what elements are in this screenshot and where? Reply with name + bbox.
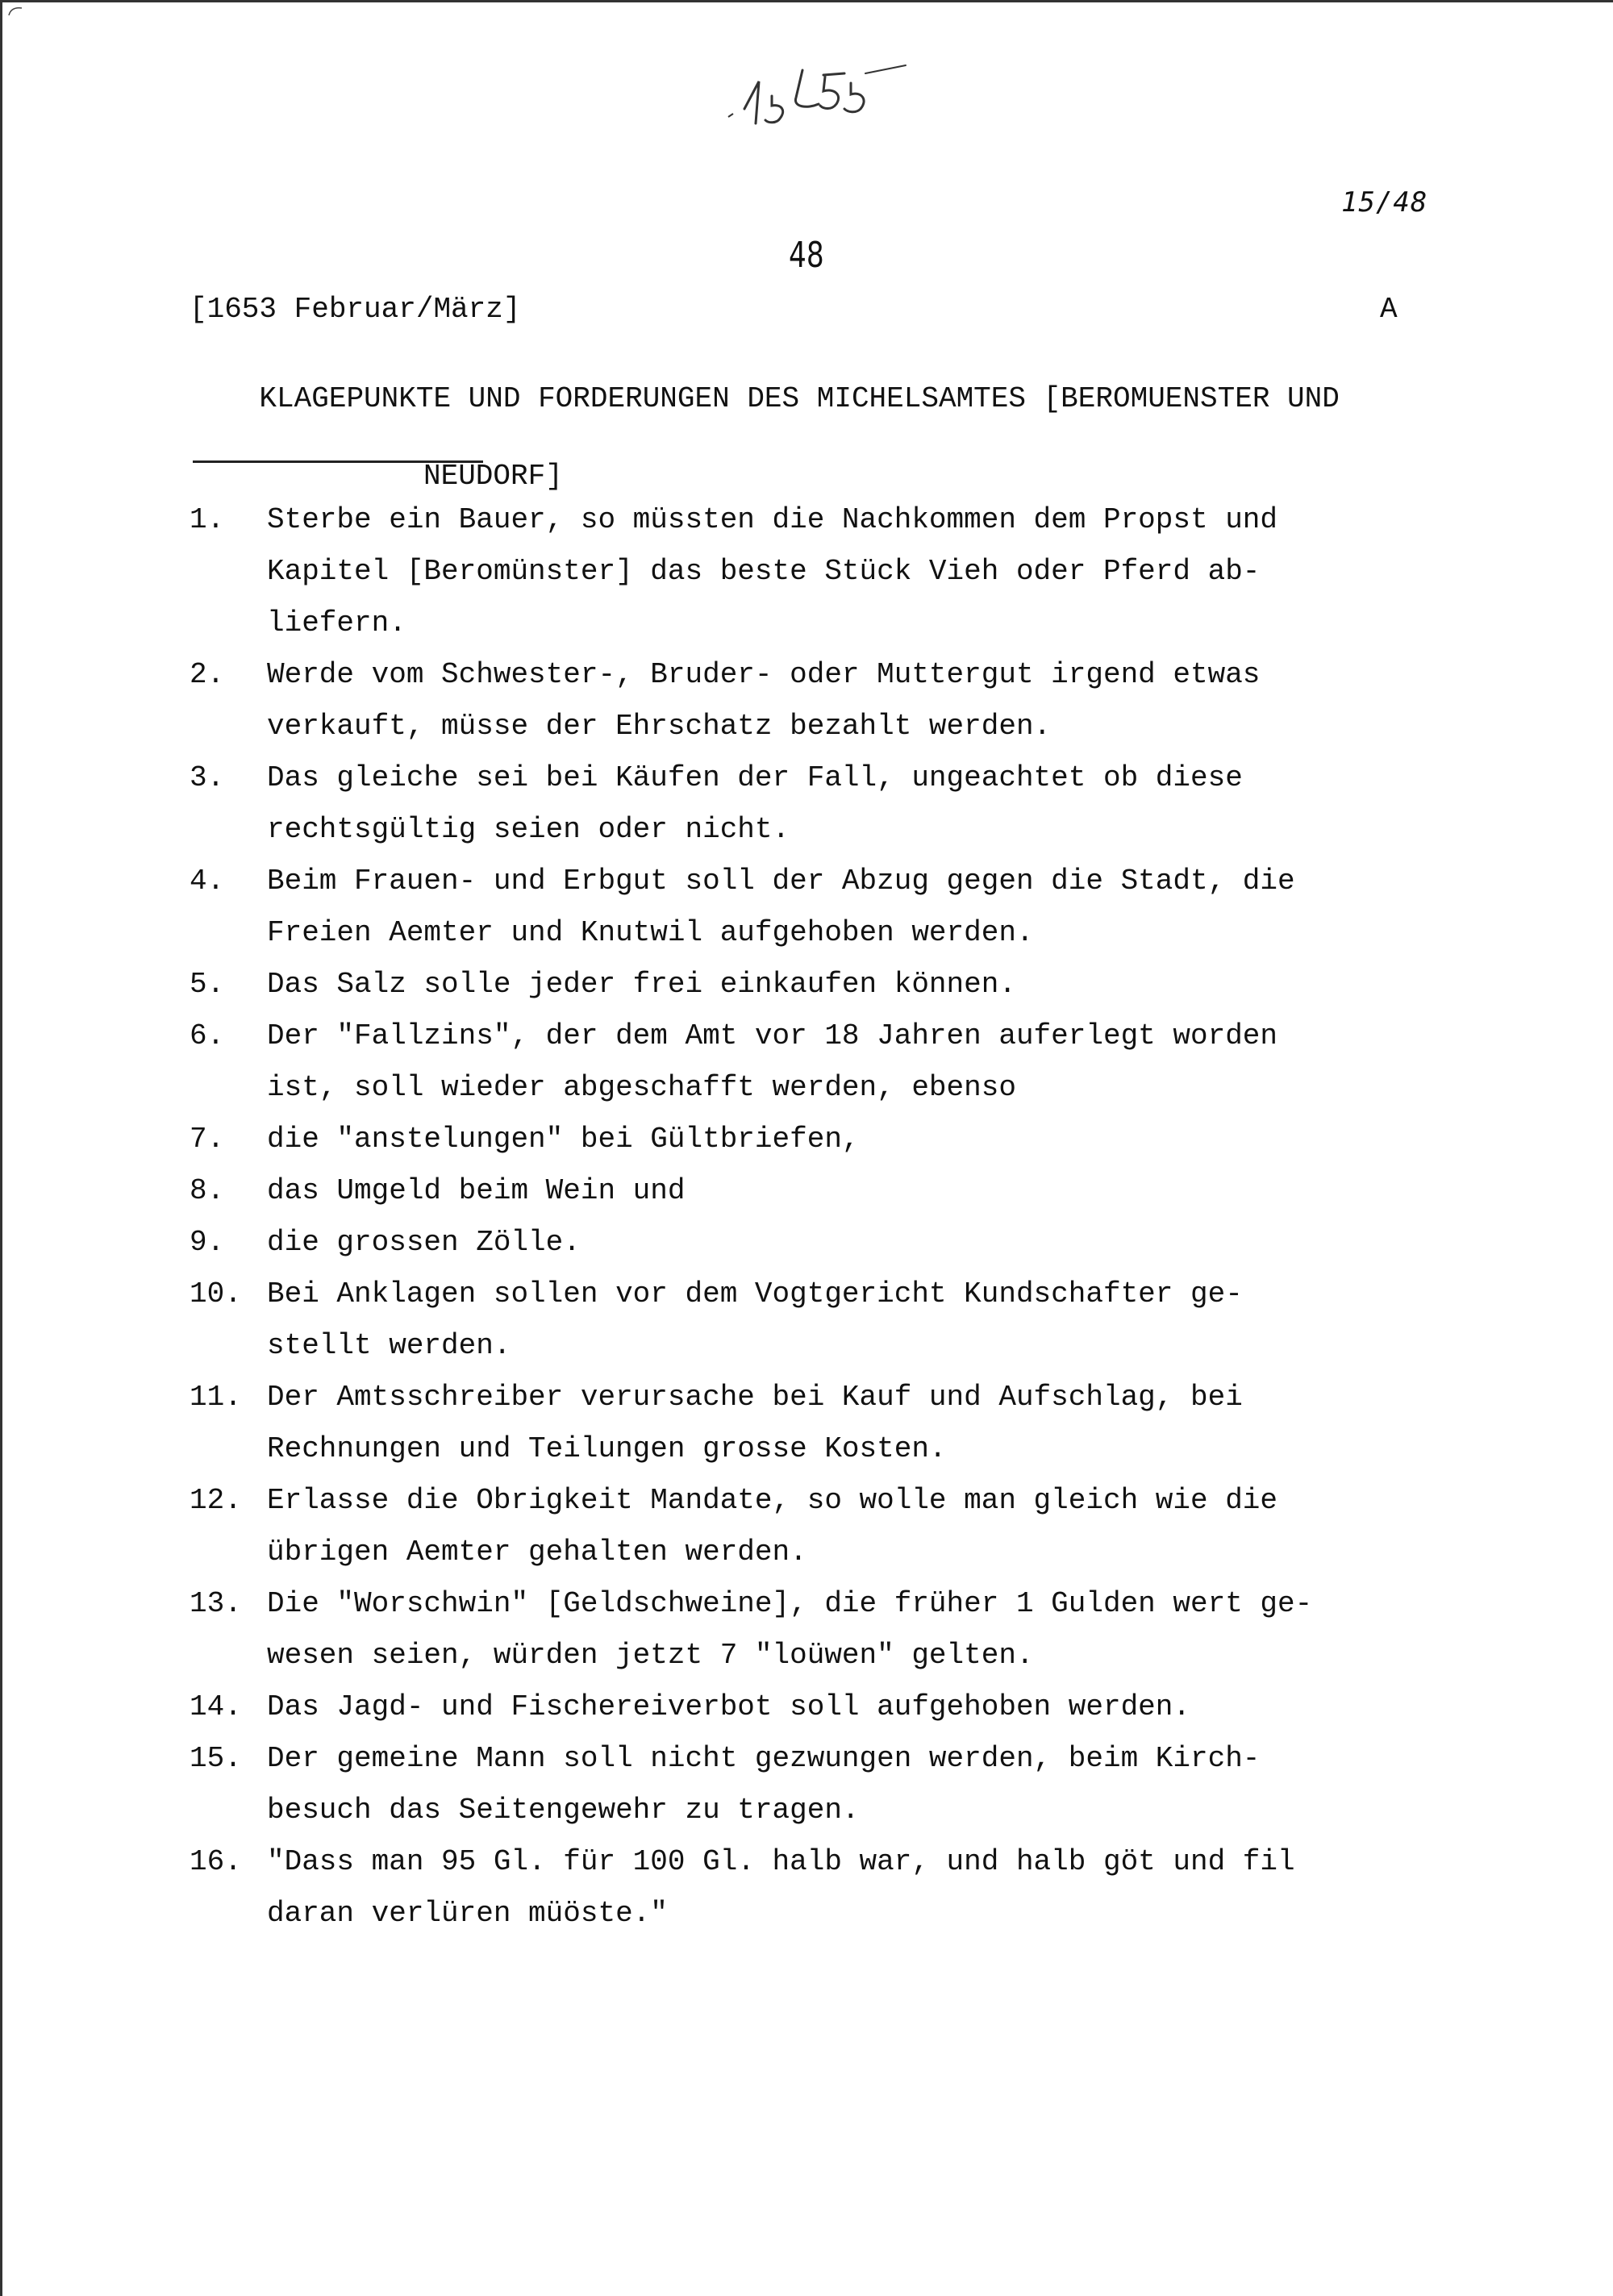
item-text: Die "Worschwin" [Geldschweine], die früher 1 Gulden wert ge- wesen seien, würden jetzt 7 "loüwen" gelten. — [267, 1587, 1313, 1672]
item-text: die grossen Zölle. — [267, 1226, 581, 1259]
title-line-1: KLAGEPUNKTE UND FORDERUNGEN DES MICHELSAMTES [BEROMUENSTER UND — [259, 382, 1340, 415]
corner-scan-mark — [7, 6, 23, 17]
folio-reference: 15/48 — [1341, 186, 1428, 219]
page-number: 48 — [789, 235, 824, 276]
item-text: Sterbe ein Bauer, so müssten die Nachkommen dem Propst und Kapitel [Beromünster] das beste Stück Vieh oder Pferd ab- liefern. — [267, 503, 1278, 640]
item-number: 11. — [190, 1381, 242, 1414]
item-number: 12. — [190, 1484, 242, 1517]
item-text: Bei Anklagen sollen vor dem Vogtgericht Kundschafter ge- stellt werden. — [267, 1277, 1243, 1362]
item-number: 2. — [190, 658, 225, 691]
item-number: 15. — [190, 1742, 242, 1775]
item-text: Der "Fallzins", der dem Amt vor 18 Jahren auferlegt worden ist, soll wieder abgeschafft werden, ebenso — [267, 1019, 1278, 1104]
handwritten-annotation — [712, 59, 922, 140]
document-date: [1653 Februar/März] — [190, 293, 521, 326]
item-number: 3. — [190, 761, 225, 794]
item-number: 5. — [190, 968, 225, 1001]
item-number: 4. — [190, 865, 225, 898]
item-text: die "anstelungen" bei Gültbriefen, — [267, 1123, 860, 1156]
list-item — [190, 856, 1448, 959]
list-item — [190, 1217, 1448, 1269]
list-item — [190, 959, 1448, 1010]
list-item — [190, 1578, 1448, 1681]
list-item — [190, 1114, 1448, 1165]
item-text: Das Salz solle jeder frei einkaufen können. — [267, 968, 1016, 1001]
item-text: "Dass man 95 Gl. für 100 Gl. halb war, und halb göt und fil daran verlüren müöste." — [267, 1845, 1295, 1930]
item-text: Beim Frauen- und Erbgut soll der Abzug gegen die Stadt, die Freien Aemter und Knutwil aufgehoben werden. — [267, 865, 1295, 949]
item-text: Das Jagd- und Fischereiverbot soll aufgehoben werden. — [267, 1690, 1190, 1723]
section-letter: A — [1380, 293, 1398, 326]
item-number: 1. — [190, 503, 225, 536]
list-item — [190, 649, 1448, 752]
list-item — [190, 1165, 1448, 1217]
item-number: 7. — [190, 1123, 225, 1156]
item-text: Der gemeine Mann soll nicht gezwungen werden, beim Kirch- besuch das Seitengewehr zu tragen. — [267, 1742, 1261, 1827]
list-item — [190, 1269, 1448, 1372]
separator-rule — [193, 460, 483, 463]
list-item — [190, 494, 1448, 649]
list-item — [190, 1733, 1448, 1836]
item-number: 14. — [190, 1690, 242, 1723]
item-text: Der Amtsschreiber verursache bei Kauf und Aufschlag, bei Rechnungen und Teilungen grosse Kosten. — [267, 1381, 1243, 1465]
list-item — [190, 1475, 1448, 1578]
item-text: Werde vom Schwester-, Bruder- oder Muttergut irgend etwas verkauft, müsse der Ehrschatz bezahlt werden. — [267, 658, 1261, 743]
list-item — [190, 1836, 1448, 1940]
item-text: das Umgeld beim Wein und — [267, 1174, 686, 1207]
item-text: Erlasse die Obrigkeit Mandate, so wolle man gleich wie die übrigen Aemter gehalten werden. — [267, 1484, 1278, 1569]
list-item — [190, 752, 1448, 856]
title-line-2: NEUDORF] — [423, 460, 563, 493]
item-number: 8. — [190, 1174, 225, 1207]
item-number: 9. — [190, 1226, 225, 1259]
item-number: 10. — [190, 1277, 242, 1311]
complaint-list — [190, 494, 1448, 1940]
list-item — [190, 1681, 1448, 1733]
list-item — [190, 1010, 1448, 1114]
item-text: Das gleiche sei bei Käufen der Fall, ungeachtet ob diese rechtsgültig seien oder nicht. — [267, 761, 1243, 846]
item-number: 6. — [190, 1019, 225, 1052]
list-item — [190, 1372, 1448, 1475]
item-number: 16. — [190, 1845, 242, 1878]
item-number: 13. — [190, 1587, 242, 1620]
